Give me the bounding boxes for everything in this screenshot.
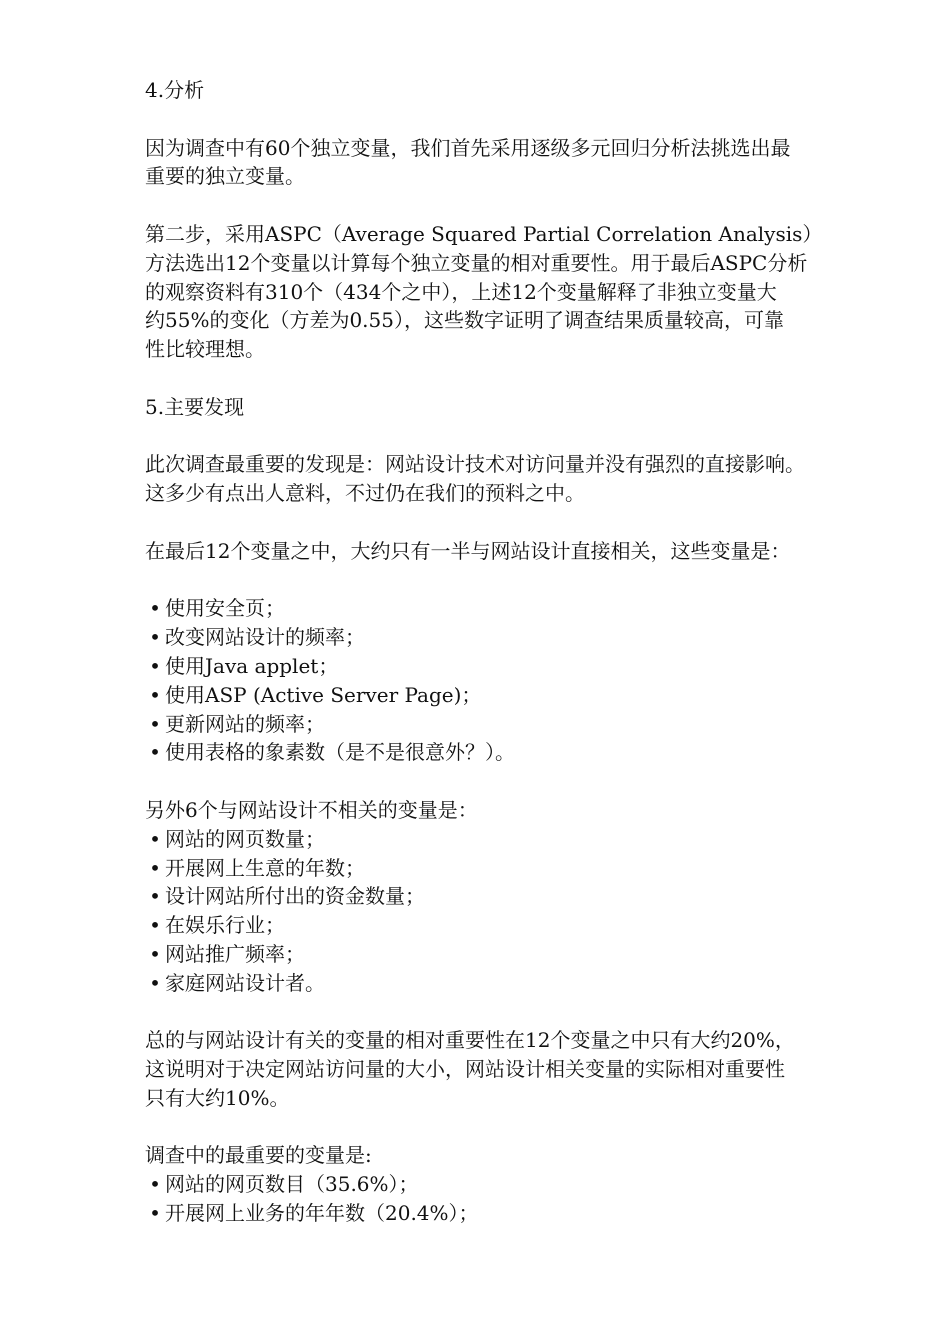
list-item: • 在娱乐行业；	[145, 911, 885, 940]
list-item: • 使用表格的象素数（是不是很意外？）。	[145, 738, 885, 767]
findings-paragraph-5: 调查中的最重要的变量是:	[145, 1143, 372, 1168]
blank-line	[145, 364, 885, 393]
list-item: • 使用Java applet；	[145, 652, 885, 681]
blank-line	[145, 1113, 885, 1142]
document-page	[145, 76, 885, 1228]
findings-paragraph-3: 另外6个与网站设计不相关的变量是：	[145, 797, 478, 822]
findings-paragraph-2: 在最后12个变量之中，大约只有一半与网站设计直接相关，这些变量是：	[145, 538, 791, 563]
section-4-heading: 4.分析	[145, 78, 205, 102]
findings-paragraph-1-line: 此次调查最重要的发现是：网站设计技术对访问量并没有强烈的直接影响。	[145, 452, 805, 477]
blank-line	[145, 566, 885, 595]
list-item: • 网站推广频率；	[145, 940, 885, 969]
analysis-paragraph-2-line: 第二步，采用ASPC（Average Squared Partial Correlation Analysis）	[145, 221, 823, 246]
list-item: • 家庭网站设计者。	[145, 969, 885, 998]
findings-paragraph-4-line: 只有大约10%。	[145, 1085, 290, 1110]
blank-line	[145, 767, 885, 796]
top-variables-list	[145, 1170, 885, 1228]
list-item: • 更新网站的频率；	[145, 710, 885, 739]
analysis-paragraph-2-line: 约55%的变化（方差为0.55），这些数字证明了调查结果质量较高，可靠	[145, 308, 784, 333]
list-item: • 网站的网页数量；	[145, 825, 885, 854]
blank-line	[145, 105, 885, 134]
list-item: • 开展网上生意的年数；	[145, 854, 885, 883]
other-variables-list	[145, 825, 885, 998]
list-item: • 使用ASP (Active Server Page)；	[145, 681, 885, 710]
blank-line	[145, 998, 885, 1027]
list-item: • 开展网上业务的年年数（20.4%）；	[145, 1199, 885, 1228]
analysis-paragraph-1-line: 因为调查中有60个独立变量，我们首先采用逐级多元回归分析法挑选出最	[145, 135, 791, 160]
design-variables-list	[145, 594, 885, 767]
findings-paragraph-4-line: 这说明对于决定网站访问量的大小，网站设计相关变量的实际相对重要性	[145, 1057, 785, 1082]
analysis-paragraph-2-line: 的观察资料有310个（434个之中），上述12个变量解释了非独立变量大	[145, 279, 777, 304]
section-5-heading: 5.主要发现	[145, 394, 245, 419]
list-item: • 改变网站设计的频率；	[145, 623, 885, 652]
analysis-paragraph-1-line: 重要的独立变量。	[145, 164, 305, 189]
blank-line	[145, 508, 885, 537]
list-item: • 网站的网页数目（35.6%）；	[145, 1170, 885, 1199]
blank-line	[145, 191, 885, 220]
analysis-paragraph-2-line: 方法选出12个变量以计算每个独立变量的相对重要性。用于最后ASPC分析	[145, 250, 808, 275]
findings-paragraph-4-line: 总的与网站设计有关的变量的相对重要性在12个变量之中只有大约20%，	[145, 1028, 795, 1053]
list-item: • 设计网站所付出的资金数量；	[145, 882, 885, 911]
list-item: • 使用安全页；	[145, 594, 885, 623]
findings-paragraph-1-line: 这多少有点出人意料，不过仍在我们的预料之中。	[145, 481, 585, 506]
blank-line	[145, 422, 885, 451]
analysis-paragraph-2-line: 性比较理想。	[145, 337, 265, 362]
